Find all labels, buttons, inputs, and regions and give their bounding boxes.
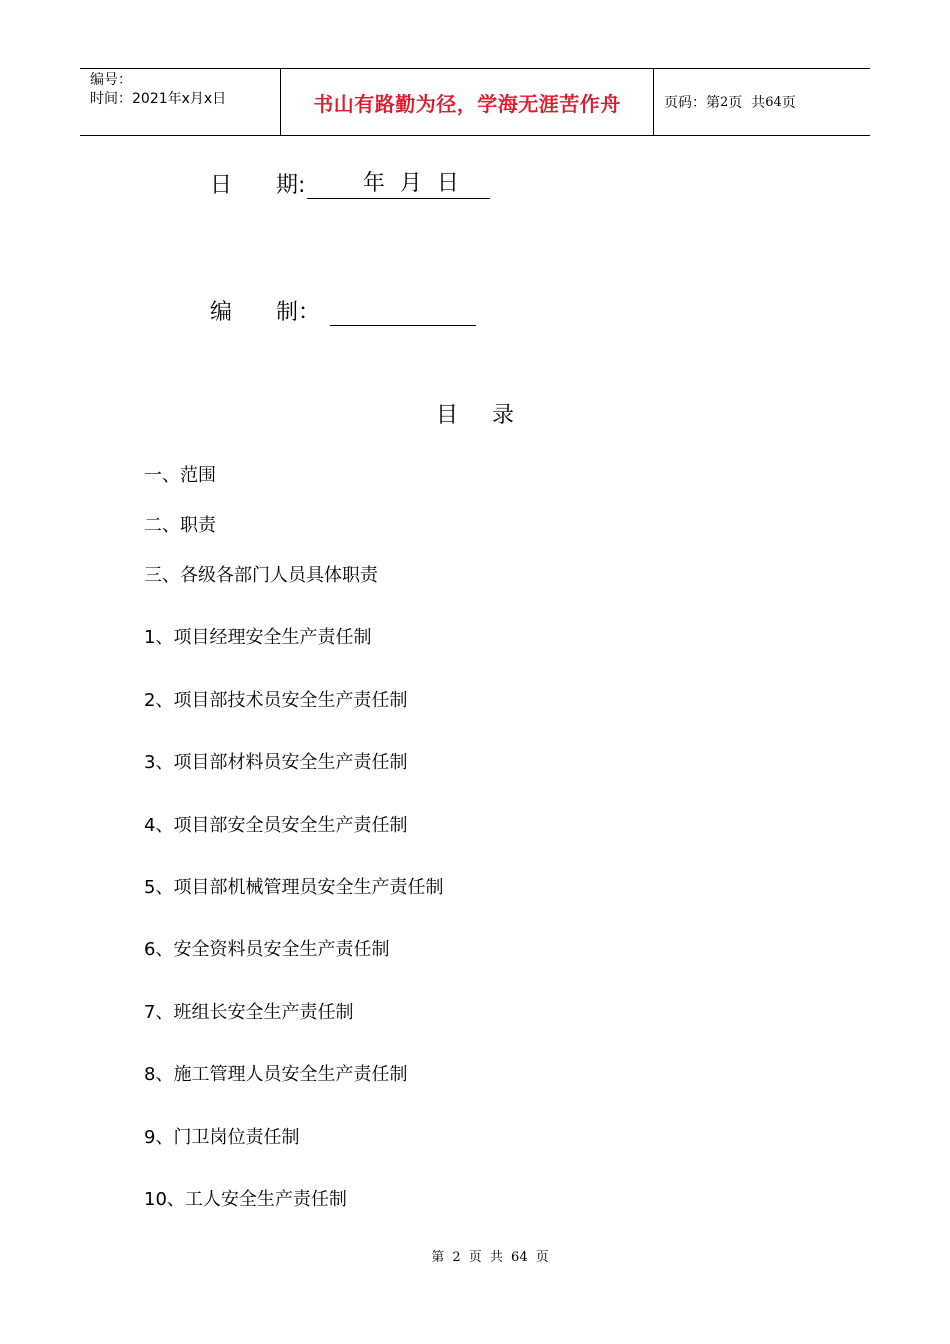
page-footer: 第 2 页 共 64 页 bbox=[431, 1250, 549, 1265]
toc-title bbox=[0, 398, 950, 429]
toc-item: 4、项目部安全员安全生产责任制 bbox=[144, 815, 408, 836]
editor-label-a: 编 bbox=[210, 300, 233, 325]
toc-item: 10、工人安全生产责任制 bbox=[144, 1189, 347, 1210]
date-label-b: 期: bbox=[276, 173, 306, 198]
toc-item: 三、各级各部门人员具体职责 bbox=[144, 565, 378, 586]
toc-item: 8、施工管理人员安全生产责任制 bbox=[144, 1064, 408, 1085]
editor-blank-line bbox=[330, 297, 476, 326]
editor-label-b: 制： bbox=[276, 300, 321, 325]
toc-item: 9、门卫岗位责任制 bbox=[144, 1127, 300, 1148]
date-field bbox=[210, 168, 490, 199]
date-label-a: 日 bbox=[210, 173, 233, 198]
toc-item: 7、班组长安全生产责任制 bbox=[144, 1002, 354, 1023]
toc-item: 二、职责 bbox=[144, 515, 216, 536]
page-mid: 页 共 bbox=[728, 95, 766, 111]
toc-title-b: 录 bbox=[492, 403, 515, 428]
page-header bbox=[80, 68, 870, 136]
toc-item: 一、范围 bbox=[144, 465, 216, 486]
toc-item: 5、项目部机械管理员安全生产责任制 bbox=[144, 877, 444, 898]
toc-item: 3、项目部材料员安全生产责任制 bbox=[144, 752, 408, 773]
page-total: 64 bbox=[765, 94, 782, 110]
header-motto: 书山有路勤为径，学海无涯苦作舟 bbox=[281, 69, 654, 135]
editor-field bbox=[210, 295, 476, 326]
page-current: 2 bbox=[720, 94, 729, 110]
number-label: 编号： bbox=[90, 72, 132, 88]
header-meta bbox=[80, 69, 281, 135]
page-suffix: 页 bbox=[781, 95, 796, 111]
toc-title-a: 目 bbox=[435, 403, 458, 428]
page-prefix: 页码：第 bbox=[664, 95, 720, 111]
toc-item: 2、项目部技术员安全生产责任制 bbox=[144, 690, 408, 711]
time-label: 时间：2021年x月x日 bbox=[90, 91, 227, 107]
toc-item: 6、安全资料员安全生产责任制 bbox=[144, 939, 390, 960]
toc-item: 1、项目经理安全生产责任制 bbox=[144, 627, 372, 648]
date-value: 年 月 日 bbox=[307, 169, 490, 199]
header-page-info bbox=[654, 69, 870, 135]
